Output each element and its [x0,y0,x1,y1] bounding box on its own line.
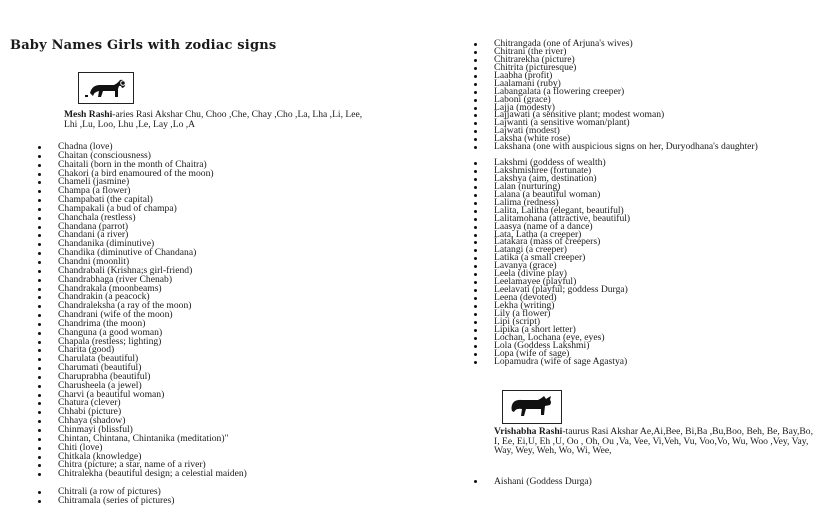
vrishabha-rashi-text: -taurus Rasi Akshar Ae,Ai,Bee, Bi,Ba ,Bu,Boo, Beh, Be, Bay,Bo, I, Ee, Ei,U, Eh ,U, Oo , Oh, Ou ,Va, Vee, Vi,Veh, Vu, Voo,Vo, Wu, Woo ,Vey, Vay, Way, Wey, Weh, Wo, Wi, Wee, [494,426,814,457]
name-list-item: Chandani (a river) [34,231,374,240]
name-list-item: Chanchala (restless) [34,214,374,223]
name-list-item: Leena (devoted) [470,294,815,302]
name-list-item: Lakshya (aim, destination) [470,175,815,183]
name-list-item: Chhabi (picture) [34,408,374,417]
name-list-item: Champakali (a bud of champa) [34,205,374,214]
name-list-item: Laalamani (ruby) [470,80,815,88]
name-list-item: Leelavati (playful; goddess Durga) [470,286,815,294]
name-list-item: Lalima (redness) [470,199,815,207]
name-list-item: Chitrali (a row of pictures) [34,488,374,497]
name-list-item: Chatura (clever) [34,399,374,408]
name-list-item: Laksha (white rose) [470,135,815,143]
name-list-item: Chitrani (the river) [470,48,815,56]
name-list-item: Lola (Goddess Lakshmi) [470,342,815,350]
name-list-item: Lalita, Lalitha (elegant, beautiful) [470,207,815,215]
name-list-item: Labangalata (a flowering creeper) [470,88,815,96]
name-list-item: Chameli (jasmine) [34,178,374,187]
name-list-item: Champa (a flower) [34,187,374,196]
name-list-item: Chandrima (the moon) [34,320,374,329]
name-list-item: Chitrarekha (picture) [470,56,815,64]
right-name-list [470,40,815,365]
name-list-item: Lipika (a short letter) [470,326,815,334]
name-list-item: Lajjawati (a sensitive plant; modest woman) [470,111,815,119]
name-list-item: Lochan, Lochana (eye, eyes) [470,334,815,342]
name-list-item: Laabha (profit) [470,72,815,80]
name-list-item: Charuprabha (beautiful) [34,373,374,382]
name-list-item: Chandrabali (Krishna;s girl-friend) [34,267,374,276]
name-list-item: Lopa (wife of sage) [470,350,815,358]
name-list-item: Lavanya (grace) [470,262,815,270]
name-list-item: Changuna (a good woman) [34,329,374,338]
name-list-item: Chandanika (diminutive) [34,240,374,249]
name-list-item: Chandni (moonlit) [34,258,374,267]
name-list-item: Chandrakala (moonbeams) [34,285,374,294]
aries-sign-box [78,72,134,104]
name-list-item: Lopamudra (wife of sage Agastya) [470,358,815,366]
name-list-item: Charulata (beautiful) [34,355,374,364]
name-list-item: Lata, Latha (a creeper) [470,231,815,239]
name-list-item: Lajwati (modest) [470,127,815,135]
name-list-item: Charusheela (a jewel) [34,382,374,391]
name-list-item: Chakori (a bird enamoured of the moon) [34,170,374,179]
page-title: Baby Names Girls with zodiac signs [10,38,277,53]
left-name-list [34,143,374,506]
name-list-item: Lakshmishree (fortunate) [470,167,815,175]
name-list-item: Leela (divine play) [470,270,815,278]
name-list-item: Aishani (Goddess Durga) [470,477,815,486]
name-list-item: Chitrangada (one of Arjuna's wives) [470,40,815,48]
name-list-item: Chinmayi (blissful) [34,426,374,435]
name-list-item: Lalitamohana (attractive, beautiful) [470,215,815,223]
mesh-rashi-text: -aries Rasi Akshar Chu, Choo ,Che, Chay ,Cho ,La, Lha ,Li, Lee, Lhi ,Lu, Loo, Lhu ,Le, Lay ,Lo ,A [64,109,363,130]
aishani-list [470,477,815,486]
name-list-item: Chandrakin (a peacock) [34,293,374,302]
name-list-item: Chitkala (knowledge) [34,453,374,462]
name-list-item: Lalan (nurturing) [470,183,815,191]
name-list-item: Lipi (script) [470,318,815,326]
name-list-item: Lajwanti (a sensitive woman/plant) [470,119,815,127]
name-list-item: Lily (a flower) [470,310,815,318]
taurus-sign-box [502,390,562,424]
mesh-rashi-heading: Mesh Rashi [64,109,113,120]
name-list-item: Lakshmi (goddess of wealth) [470,159,815,167]
vrishabha-rashi-description [494,427,816,456]
name-list-item: Chandrabhaga (river Chenab) [34,276,374,285]
name-list-item: Chandana (parrot) [34,223,374,232]
name-list-item: Leelamayee (playful) [470,278,815,286]
name-list-item: Chandrani (wife of the moon) [34,311,374,320]
mesh-rashi-description [64,110,374,130]
name-list-item: Latakara (mass of creepers) [470,238,815,246]
name-list-item: Charita (good) [34,346,374,355]
name-list-item: Laboni (grace) [470,96,815,104]
name-list-item: Latika (a small creeper) [470,254,815,262]
name-list-item: Lajja (modesty) [470,104,815,112]
name-list-item: Chintan, Chintana, Chintanika (meditation)" [34,435,374,444]
name-list-item: Champabati (the capital) [34,196,374,205]
name-list-item: Chhaya (shadow) [34,417,374,426]
name-list-item: Chaitali (born in the month of Chaitra) [34,161,374,170]
name-list-item: Chandika (diminutive of Chandana) [34,249,374,258]
name-list-item: Chitra (picture; a star, name of a river) [34,461,374,470]
name-list-item: Charvi (a beautiful woman) [34,391,374,400]
name-list-item: Chadna (love) [34,143,374,152]
name-list-item: Chapala (restless; lighting) [34,338,374,347]
name-list-item: Lakshana (one with auspicious signs on her, Duryodhana's daughter) [470,143,815,159]
name-list-item: Chitramala (series of pictures) [34,497,374,506]
bull-icon [508,394,556,420]
name-list-item: Charumati (beautiful) [34,364,374,373]
name-list-item: Lalana (a beautiful woman) [470,191,815,199]
ram-icon [84,76,128,100]
name-list-item: Chandraleksha (a ray of the moon) [34,302,374,311]
name-list-item: Chitralekha (beautiful design; a celestial maiden) [34,470,374,488]
name-list-item: Chiti (love) [34,444,374,453]
name-list-item: Chitrita (picturesque) [470,64,815,72]
name-list-item: Chaitan (consciousness) [34,152,374,161]
name-list-item: Laasya (name of a dance) [470,223,815,231]
name-list-item: Lekha (writing) [470,302,815,310]
vrishabha-rashi-heading: Vrishabha Rashi [494,426,563,437]
name-list-item: Latangi (a creeper) [470,246,815,254]
